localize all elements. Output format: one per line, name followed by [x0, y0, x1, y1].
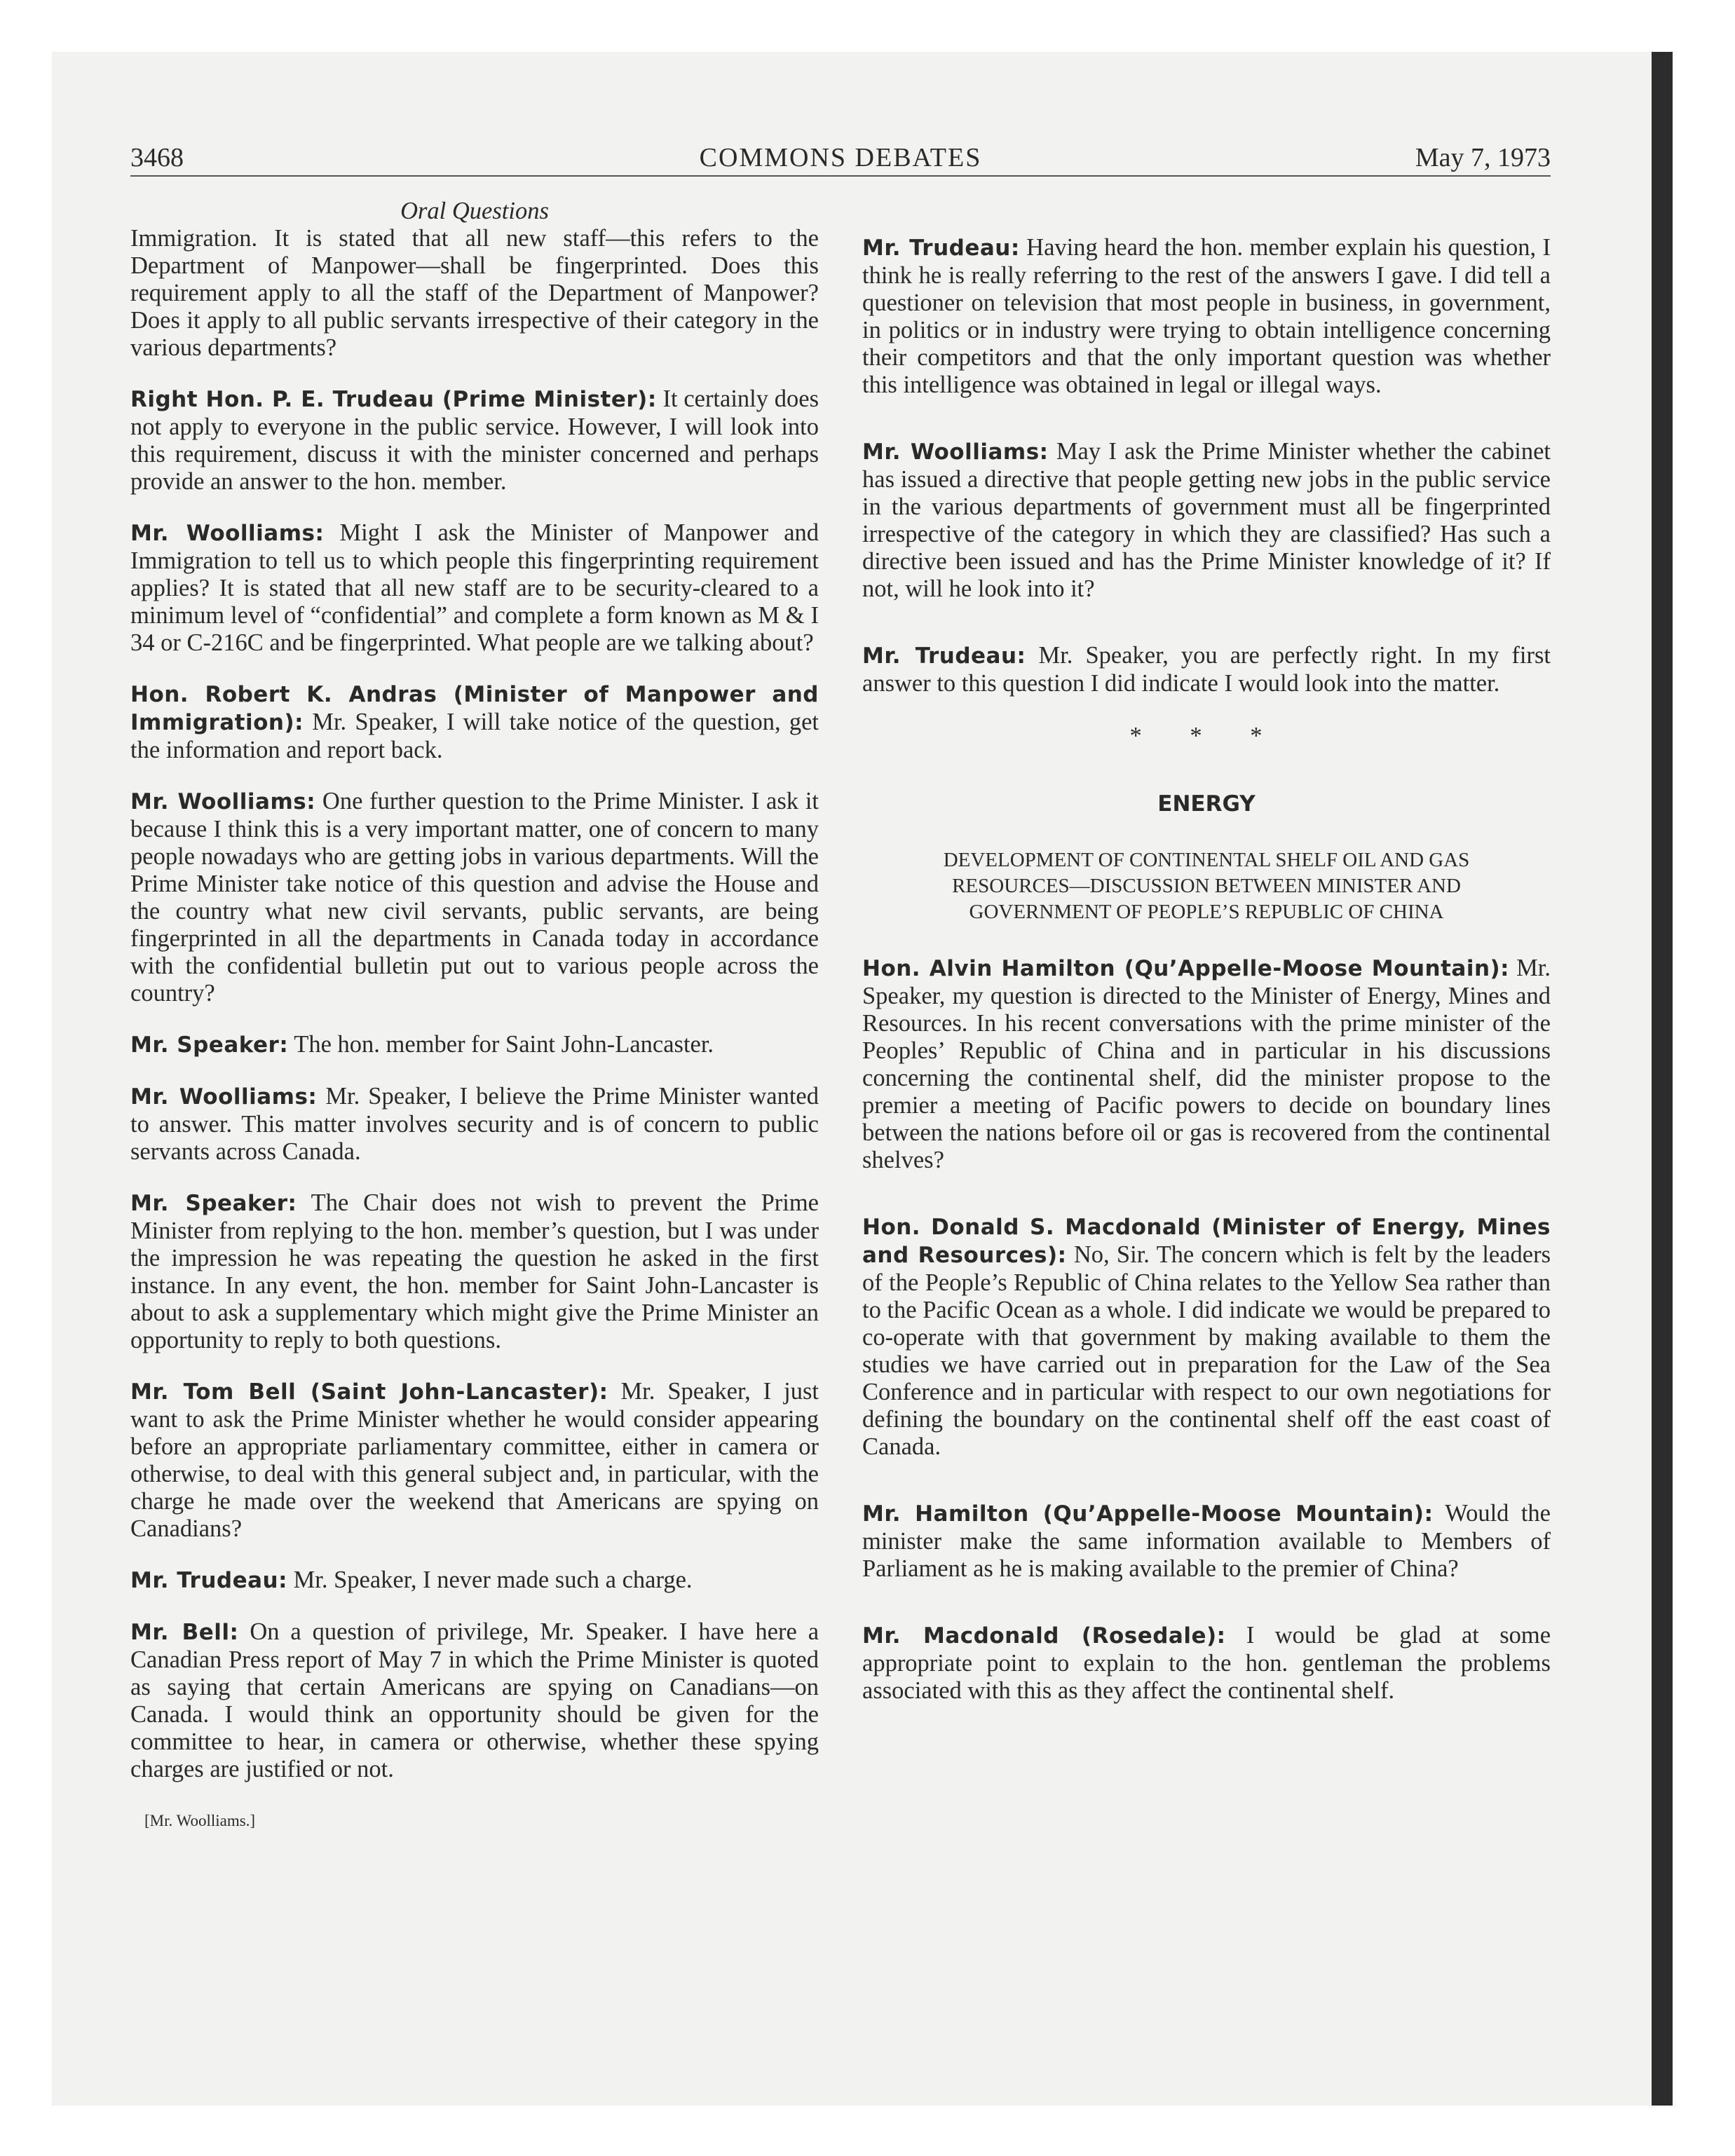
speech-text: Mr. Speaker, I never made such a charge.	[293, 1567, 693, 1593]
speech-paragraph	[862, 1213, 1551, 1461]
right-column	[862, 234, 1551, 1728]
page-binding-edge	[1652, 52, 1673, 2106]
left-column	[130, 198, 819, 1834]
page-number: 3468	[130, 143, 184, 172]
speech-paragraph	[130, 1618, 819, 1783]
speech-paragraph	[862, 438, 1551, 603]
speech-text: One further question to the Prime Minister. I ask it because I think this is a very important matter, one of concern to many people nowadays who are getting jobs in various departments. Will the Prime Minister take notice of this question and advise the House and the country what new civil servants, public servants, are being fingerprinted in all the departments in Canada today in accordance with the confidential bulletin put out to various people across the country?	[130, 788, 819, 1007]
speech-paragraph	[130, 386, 819, 496]
speech-text: Would the minister make the same information available to Members of Parliament as he is making available to the premier of China?	[862, 1500, 1551, 1582]
page-header	[130, 140, 1551, 177]
speaker-name: Mr. Bell:	[130, 1620, 239, 1645]
speech-text: Mr. Speaker, you are perfectly right. In my first answer to this question I did indicate I would look into the matter.	[862, 642, 1551, 697]
speech-paragraph	[130, 681, 819, 764]
speech-text: Mr. Speaker, I will take notice of the question, get the information and report back.	[130, 709, 819, 763]
speaker-name: Hon. Donald S. Macdonald (Minister of Energy, Mines and Resources):	[862, 1215, 1551, 1268]
section-rubric: ENERGY	[1157, 791, 1256, 817]
speech-paragraph	[130, 1189, 819, 1354]
publication-title: COMMONS DEBATES	[699, 143, 982, 172]
speaker-name: Mr. Tom Bell (Saint John-Lancaster):	[130, 1379, 608, 1405]
speech-text: Immigration. It is stated that all new staff—this refers to the Department of Manpower—shall be fingerprinted. Does this requirement apply to all the staff of the Department of Manpower? Does it apply to all public servants irrespective of their category in the various departments?	[130, 225, 819, 361]
speech-text: No, Sir. The concern which is felt by the leaders of the People’s Republic of China relates to the Yellow Sea rather than to the Pacific Ocean as a whole. I did indicate we would be prepared to co-operate with that government by making available to them the studies we have carried out in preparation for the Law of the Sea Conference and in particular with respect to our own negotiations for defining the boundary on the continental shelf off the east coast of Canada.	[862, 1241, 1551, 1460]
speech-text: May I ask the Prime Minister whether the cabinet has issued a directive that people getting new jobs in the public service in the various departments of government must all be fingerprinted irrespective of the category in which they are classified? Has such a directive been issued and has the Prime Minister knowledge of it? If not, will he look into it?	[862, 438, 1551, 602]
speech-text: It certainly does not apply to everyone in the public service. However, I will look into this requirement, discuss it with the minister concerned and perhaps provide an answer to the hon. member.	[130, 386, 819, 495]
speech-text: Having heard the hon. member explain his question, I think he is really referring to the rest of the answers I gave. I did tell a questioner on television that most people in business, in government, in politics or in industry were trying to obtain intelligence concerning their competitors and that the only important question was whether this intelligence was obtained in legal or illegal ways.	[862, 234, 1551, 398]
speaker-name: Mr. Woolliams:	[130, 789, 316, 814]
speech-paragraph	[130, 1031, 819, 1059]
speaker-name: Right Hon. P. E. Trudeau (Prime Minister):	[130, 387, 657, 412]
speech-paragraph	[862, 1500, 1551, 1583]
speech-text: Mr. Speaker, I believe the Prime Minister wanted to answer. This matter involves security and is of concern to public servants across Canada.	[130, 1083, 819, 1165]
speaker-name: Mr. Woolliams:	[130, 1084, 318, 1110]
right-column-paragraphs-top	[862, 234, 1551, 697]
speaker-name: Mr. Hamilton (Qu’Appelle-Moose Mountain):	[862, 1501, 1434, 1527]
speaker-name: Mr. Trudeau:	[130, 1568, 287, 1593]
speech-paragraph	[862, 642, 1551, 697]
speech-paragraph	[130, 519, 819, 657]
speaker-attribution: [Mr. Woolliams.]	[144, 1812, 256, 1829]
speaker-name: Hon. Robert K. Andras (Minister of Manpower and Immigration):	[130, 682, 819, 735]
speech-text: Mr. Speaker, I just want to ask the Prime Minister whether he would consider appearing before an appropriate parliamentary committee, either in camera or otherwise, to deal with this general subject and, in particular, with the charge he made over the weekend that Americans are spying on Canadians?	[130, 1378, 819, 1542]
speech-paragraph	[862, 234, 1551, 399]
speech-text: On a question of privilege, Mr. Speaker. I have here a Canadian Press report of May 7 in which the Prime Minister is quoted as saying that certain Americans are spying on Canadians—on Canada. I would think an opportunity should be given for the committee to hear, in camera or otherwise, whether these spying charges are justified or not.	[130, 1618, 819, 1782]
speaker-name: Mr. Woolliams:	[130, 521, 325, 546]
speaker-name: Mr. Trudeau:	[862, 236, 1020, 261]
speech-paragraph	[130, 1567, 819, 1595]
left-column-paragraphs	[130, 225, 819, 1783]
speech-text: I would be glad at some appropriate point to explain to the hon. gentleman the problems associated with this as they affect the continental shelf.	[862, 1622, 1551, 1704]
speech-text: The hon. member for Saint John-Lancaster.	[294, 1031, 714, 1058]
right-column-paragraphs-bottom	[862, 955, 1551, 1705]
speech-paragraph	[862, 1622, 1551, 1705]
speaker-name: Hon. Alvin Hamilton (Qu’Appelle-Moose Mountain):	[862, 956, 1510, 981]
speech-text: Might I ask the Minister of Manpower and Immigration to tell us to which people this fingerprinting requirement applies? It is stated that all new staff are to be security-cleared to a minimum level of “confidential” and complete a form known as M & I 34 or C-216C and be fingerprinted. What people are we talking about?	[130, 519, 819, 656]
section-subhead: Oral Questions	[400, 198, 549, 224]
speech-paragraph	[130, 1083, 819, 1166]
publication-date: May 7, 1973	[1415, 143, 1551, 172]
section-subrubric: DEVELOPMENT OF CONTINENTAL SHELF OIL AND GAS RESOURCES—DISCUSSION BETWEEN MINISTER AND GOVERNMENT OF PEOPLE’S REPUBLIC OF CHINA	[943, 849, 1470, 923]
speech-text: The Chair does not wish to prevent the Prime Minister from replying to the hon. member’s question, but I was under the impression he was repeating the question he asked in the first instance. In any event, the hon. member for Saint John-Lancaster is about to ask a supplementary which might give the Prime Minister an opportunity to reply to both questions.	[130, 1189, 819, 1353]
speech-paragraph	[130, 225, 819, 362]
speech-paragraph	[130, 788, 819, 1007]
speaker-name: Mr. Macdonald (Rosedale):	[862, 1623, 1226, 1649]
speech-paragraph	[130, 1378, 819, 1543]
speech-paragraph	[862, 955, 1551, 1174]
speech-text: Mr. Speaker, my question is directed to the Minister of Energy, Mines and Resources. In his recent conversations with the prime minister of the Peoples’ Republic of China and in particular in his discussions concerning the continental shelf, did the minister propose to the premier a meeting of Pacific powers to decide on boundary lines between the nations before oil or gas is recovered from the continental shelves?	[862, 955, 1551, 1173]
speaker-name: Mr. Woolliams:	[862, 439, 1049, 465]
section-separator: * * *	[1129, 723, 1284, 749]
speaker-name: Mr. Speaker:	[130, 1191, 297, 1216]
speaker-name: Mr. Trudeau:	[862, 643, 1026, 669]
speaker-name: Mr. Speaker:	[130, 1032, 289, 1058]
